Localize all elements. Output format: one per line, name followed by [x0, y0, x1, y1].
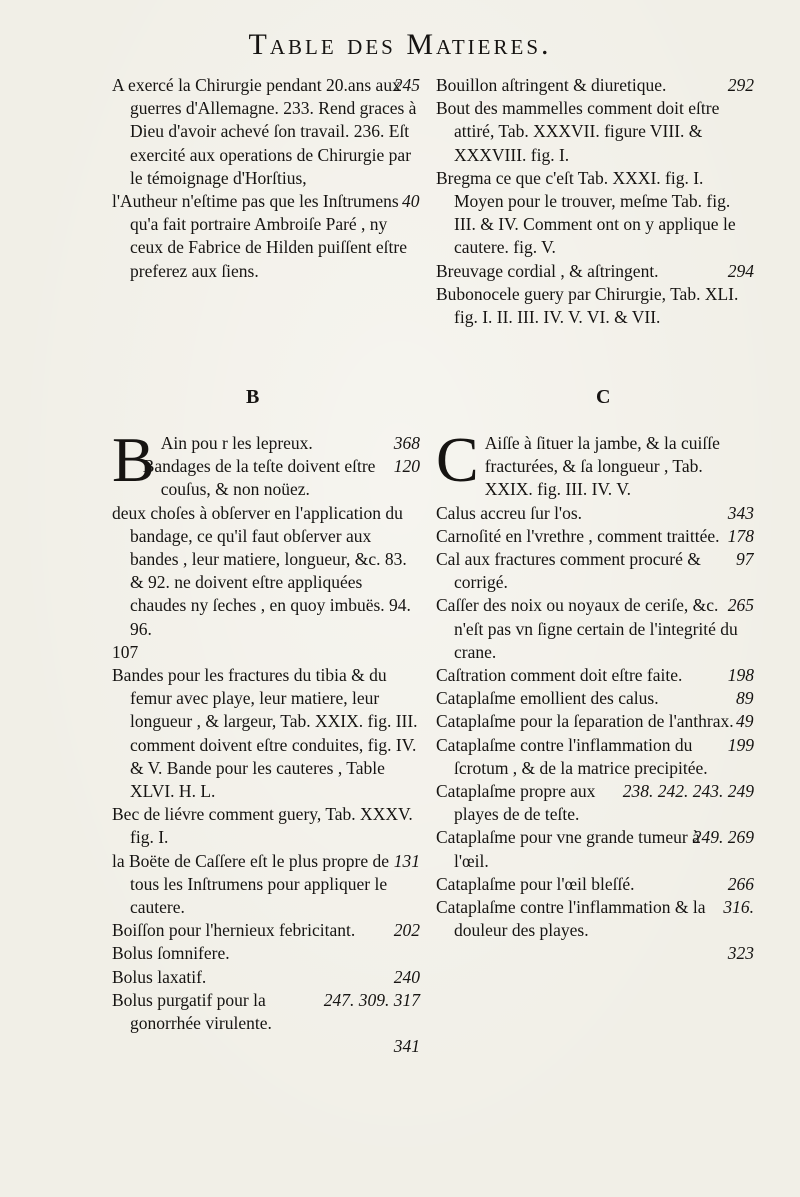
index-entry — [436, 594, 754, 664]
entry-text: Aiſſe à ſituer la jambe, & la cuiſſe fracturées, & ſa longueur , Tab. XXIX. fig. III. IV. V. — [484, 433, 720, 500]
entry-text: Bouillon aſtringent & diuretique. — [436, 75, 667, 95]
entry-text: Bolus ſomnifere. — [112, 943, 230, 964]
entry-text: la Boëte de Caſſere eſt le plus propre de tous les Inſtrumens pour appliquer le cautere. — [112, 850, 389, 918]
entry-text: Bolus purgatif pour la gonorrhée virulente. — [112, 989, 272, 1034]
index-entry — [436, 873, 754, 896]
entry-text: Bec de liévre comment guery, Tab. XXXV. fig. I. — [112, 804, 413, 848]
index-entry: 49 Cataplaſme pour la ſeparation de l'anthrax. — [436, 711, 754, 732]
index-entry — [436, 260, 754, 283]
index-entry — [436, 283, 754, 329]
index-entry — [112, 850, 420, 920]
page-reference: 316. — [723, 897, 754, 918]
index-entry — [112, 942, 420, 965]
index-entry — [112, 989, 420, 1035]
entry-text: Cataplaſme pour vne grande tumeur à l'œil. — [436, 827, 700, 871]
entry-text: Bandages de la teſte doivent eſtre couſus, & non noüez. — [142, 456, 376, 500]
page-reference: 292 — [727, 75, 754, 95]
entry-text: A exercé la Chirurgie pendant 20.ans aux guerres d'Allemagne. 233. Rend graces à Dieu d'avoir achevé ſon travail. 236. Eſt exercité aux operations de Chirurgie par le témoignage d'Horſtius, — [112, 75, 417, 188]
entry-text: Cataplaſme contre l'inflammation & la douleur des playes. — [436, 897, 706, 941]
entry-text: deux choſes à obſerver en l'application du bandage, ce qu'il faut obſerver aux bandes , leur matiere, longueur, &c. 83. & 92. ne doivent eſtre appliquées chaudes ny ſeches , en quoy imbuës. 94. 96. — [112, 502, 411, 639]
right-column-top — [436, 74, 754, 329]
page-reference: 341 — [393, 1036, 420, 1057]
page-reference: 343 — [727, 502, 754, 523]
page-reference: 247. 309. 317 — [323, 989, 420, 1010]
page-reference: 202 — [393, 920, 420, 941]
page-reference: 198 — [727, 665, 754, 686]
page-reference: 131 — [393, 850, 420, 871]
entry-text: l'Autheur n'eſtime pas que les Inſtrumens qu'a fait portraire Ambroiſe Paré , ny ceux de Fabrice de Hilden puiſſent eſtre preferez aux ſiens. — [112, 191, 407, 281]
page-reference: 199 — [727, 734, 754, 755]
index-entry — [436, 664, 754, 687]
entry-text: Bandes pour les fractures du tibia & du femur avec playe, leur matiere, leur longueur , & largeur, Tab. XXIX. fig. III. comment doivent eſtre conduites, fig. IV. & V. Bande pour les cauteres , Table XLVI. H. L. — [112, 665, 418, 802]
page-reference: 178 — [727, 525, 754, 546]
entry-text: Cataplaſme emollient des calus. — [436, 688, 659, 709]
entry-text: Breuvage cordial , & aſtringent. — [436, 260, 659, 281]
index-entry — [112, 919, 420, 942]
page-reference: 294 — [727, 260, 754, 281]
index-entry — [436, 896, 754, 942]
entry-text: Caſſer des noix ou noyaux de ceriſe, &c. n'eſt pas vn ſigne certain de l'integrité du crane. — [436, 595, 738, 662]
entry-text: Boiſſon pour l'hernieux febricitant. — [112, 920, 356, 941]
index-entry — [436, 502, 754, 525]
index-entry — [112, 966, 420, 989]
index-entry — [112, 502, 420, 641]
page-reference: 368 — [393, 433, 420, 453]
index-entry — [436, 780, 754, 826]
entry-text: Cataplaſme propre aux playes de de teſte. — [436, 781, 596, 825]
entry-text: Bolus laxatif. — [112, 966, 207, 987]
entry-text: Bregma ce que c'eſt Tab. XXXI. fig. I. Moyen pour le trouver, meſme Tab. fig. III. & IV. Comment ont on y applique le cautere. fig. V. — [436, 167, 736, 258]
index-entry — [436, 525, 754, 548]
entry-text: Calus accreu ſur l'os. — [436, 502, 583, 523]
left-column-b — [112, 424, 420, 1058]
index-entry — [112, 74, 420, 190]
entry-text: Cataplaſme pour l'œil bleſſé. — [436, 873, 635, 894]
index-entry — [436, 97, 754, 167]
index-entry — [436, 167, 754, 260]
index-entry — [112, 455, 420, 501]
entry-text: Caſtration comment doit eſtre faite. — [436, 665, 683, 686]
index-entry — [436, 734, 754, 780]
page-reference: 238. 242. 243. 249 — [622, 781, 754, 802]
drop-capital: C — [436, 424, 479, 495]
drop-capital: B — [112, 424, 155, 495]
entry-text: Cataplaſme contre l'inflammation du ſcrotum , & de la matrice precipitée. — [436, 734, 708, 778]
index-entry: 89 Cataplaſme emollient des calus. — [436, 688, 754, 709]
section-heading-b: B — [246, 386, 260, 408]
index-entry — [436, 826, 754, 872]
index-entry — [112, 641, 420, 664]
entry-text: Cataplaſme pour la ſeparation de l'anthrax. — [436, 711, 734, 732]
index-entry: 97 Cal aux fractures comment procuré & corrigé. — [436, 549, 754, 593]
index-entry — [112, 803, 420, 849]
page-reference: 265 — [727, 595, 754, 616]
page-reference: 240 — [393, 966, 420, 987]
entry-text: Ain pou r les lepreux. — [160, 433, 313, 453]
right-column-c — [436, 424, 754, 966]
left-column-top — [112, 74, 420, 283]
entry-text: 107 — [112, 641, 139, 662]
page-reference: 266 — [727, 873, 754, 894]
running-head: Table des Matieres. — [248, 28, 552, 61]
page-reference: 249. 269 — [692, 827, 754, 848]
entry-text: Cal aux fractures comment procuré & corrigé. — [436, 549, 701, 593]
page-reference: 245 — [393, 75, 420, 95]
index-entry — [436, 74, 754, 97]
entry-text: Bubonocele guery par Chirurgie, Tab. XLI. fig. I. II. III. IV. V. VI. & VII. — [436, 283, 739, 328]
page-reference: 323 — [727, 943, 754, 964]
index-entry — [436, 424, 754, 502]
page-reference: 120 — [393, 456, 420, 477]
section-heading-c: C — [596, 386, 611, 408]
entry-text: Bout des mammelles comment doit eſtre attiré, Tab. XXXVII. figure VIII. & XXXVIII. fig. I. — [436, 98, 720, 165]
index-entry — [112, 664, 420, 803]
entry-text: Carnoſité en l'vrethre , comment traittée. — [436, 525, 720, 546]
index-entry: 40 l'Autheur n'eſtime pas que les Inſtrumens qu'a fait portraire Ambroiſe Paré , ny ceux de Fabrice de Hilden puiſſent eſtre preferez aux ſiens. — [112, 191, 420, 281]
